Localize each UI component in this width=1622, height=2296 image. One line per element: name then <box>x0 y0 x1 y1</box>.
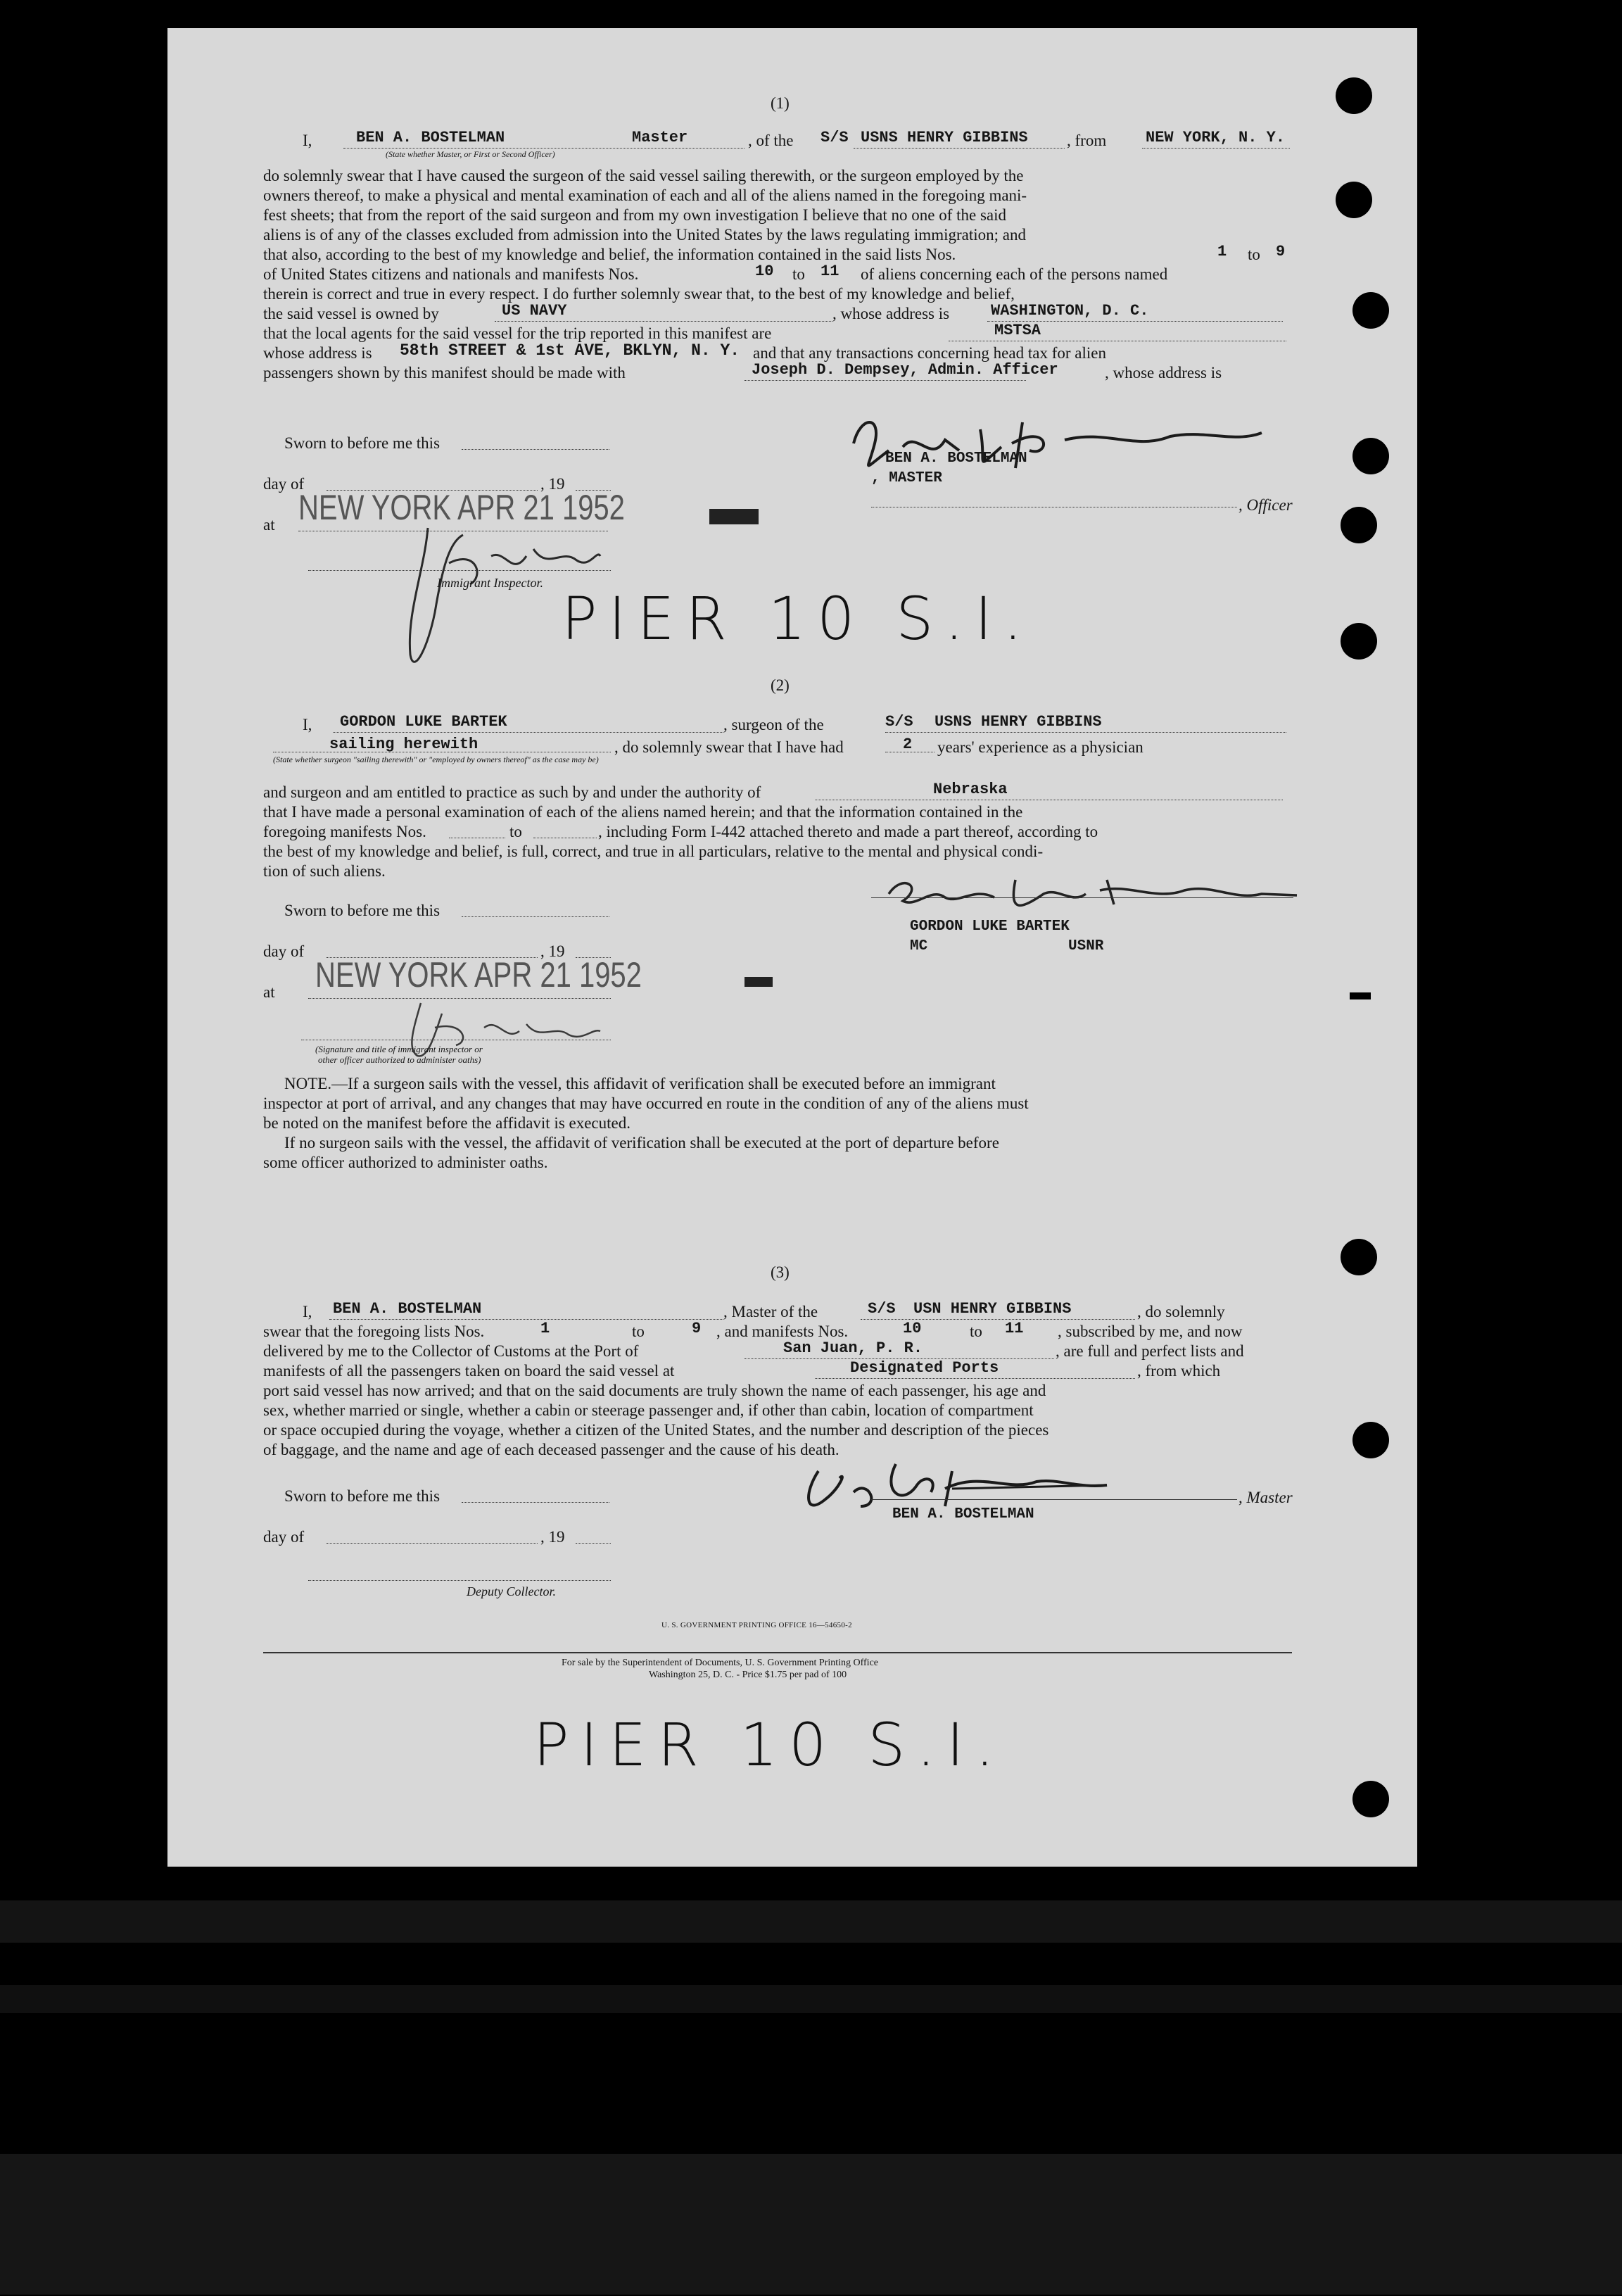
s2-day-of: day of <box>263 942 305 960</box>
s1-owner-address: WASHINGTON, D. C. <box>991 302 1149 320</box>
s1-owner: US NAVY <box>502 302 567 320</box>
s2-inspector-caption-1: (Signature and title of immigrant inspector or <box>315 1044 483 1054</box>
page-mark <box>1350 992 1371 999</box>
s2-signer-usnr: USNR <box>1068 938 1104 954</box>
s1-master-name: BEN A. BOSTELMAN <box>356 129 505 146</box>
footer-line-2: Washington 25, D. C. - Price $1.75 per pad of 100 <box>649 1670 847 1680</box>
s1-to: to <box>1248 246 1260 263</box>
s2-sworn: Sworn to before me this <box>284 902 441 919</box>
s2-signer-name: GORDON LUKE BARTEK <box>910 919 1070 935</box>
s3-signature-line <box>871 1499 1237 1500</box>
s2-signature-line <box>871 897 1293 898</box>
manifest-page <box>167 28 1417 1867</box>
s1-line-6b: of aliens concerning each of the persons named <box>861 265 1168 283</box>
s2-at: at <box>263 983 275 1001</box>
s1-line-10b: and that any transactions concerning head tax for alien <box>753 344 1106 362</box>
s1-i: I, <box>303 132 312 149</box>
s1-line-4: aliens is of any of the classes excluded from admission into the United States by the laws regulating immigration; and <box>263 226 1026 244</box>
s3-master-label: , Master <box>1238 1489 1293 1506</box>
s2-name-line <box>333 732 723 733</box>
footer-rule <box>263 1652 1292 1653</box>
s1-signer-name: BEN A. BOSTELMAN <box>885 450 1027 467</box>
s1-owner-line <box>495 321 832 322</box>
footer-line-1: For sale by the Superintendent of Documents, U. S. Government Printing Office <box>562 1658 878 1668</box>
s2-note-5: some officer authorized to administer oaths. <box>263 1154 548 1171</box>
s1-from: , from <box>1067 132 1107 149</box>
s3-i: I, <box>303 1303 312 1320</box>
section-3-number: (3) <box>771 1263 790 1281</box>
punch-hole <box>1341 1239 1377 1275</box>
s3-deputy-line <box>308 1580 611 1581</box>
ink-blot-2 <box>745 977 773 987</box>
s3-vessel-prefix: S/S <box>868 1300 896 1318</box>
s2-vessel: USNS HENRY GIBBINS <box>934 713 1102 731</box>
s2-note-4: If no surgeon sails with the vessel, the affidavit of verification shall be executed at the port of departure before <box>284 1134 999 1152</box>
s2-surgeon-name: GORDON LUKE BARTEK <box>340 713 507 731</box>
s3-line-4b: , from which <box>1137 1362 1221 1380</box>
s1-lists-to: 9 <box>1276 243 1286 260</box>
s1-sworn-line <box>462 449 609 450</box>
punch-hole <box>1336 182 1372 218</box>
punch-hole <box>1336 77 1372 114</box>
s2-authority: Nebraska <box>933 781 1008 798</box>
s3-line-7: or space occupied during the voyage, whether a citizen of the United States, and the number and description of the pieces <box>263 1421 1049 1439</box>
handwritten-pier-note-1: PIER 10 S.I. <box>562 584 1034 653</box>
s1-day-of: day of <box>263 475 305 493</box>
gpo-line: U. S. GOVERNMENT PRINTING OFFICE 16—54650-2 <box>661 1621 852 1629</box>
s3-sworn-line <box>462 1502 609 1503</box>
s2-note-1: NOTE.—If a surgeon sails with the vessel, this affidavit of verification shall be executed before an immigrant <box>284 1075 996 1092</box>
handwritten-pier-note-2: PIER 10 S.I. <box>533 1710 1006 1779</box>
s2-i: I, <box>303 716 312 733</box>
s1-line-3: fest sheets; that from the report of the said surgeon and from my own investigation I believe that no one of the said <box>263 206 1007 224</box>
s1-from-port: NEW YORK, N. Y. <box>1146 129 1286 146</box>
s2-sailing-caption: (State whether surgeon "sailing therewith" or "employed by owners thereof" as the case may be) <box>273 755 599 764</box>
punch-hole <box>1341 507 1377 543</box>
s3-line-8: of baggage, and the name and age of each deceased passenger and the cause of his death. <box>263 1441 839 1458</box>
s2-line-5a: foregoing manifests Nos. <box>263 823 426 840</box>
s2-line-6: the best of my knowledge and belief, is full, correct, and true in all particulars, relative to the mental and physical condi- <box>263 843 1044 860</box>
s3-lists-to: 9 <box>692 1320 702 1337</box>
s3-vessel-line <box>861 1319 1135 1320</box>
s3-lists-from: 1 <box>540 1320 550 1337</box>
s3-to-2: to <box>970 1323 982 1340</box>
s2-line-3a: and surgeon and am entitled to practice as such by and under the authority of <box>263 783 761 801</box>
s2-year: , 19 <box>540 942 565 960</box>
s3-line-3a: delivered by me to the Collector of Customs at the Port of <box>263 1342 639 1360</box>
s3-name-line <box>329 1319 723 1320</box>
s3-day-line <box>327 1543 538 1544</box>
s2-signer-mc: MC <box>910 938 928 954</box>
s3-sworn: Sworn to before me this <box>284 1487 441 1505</box>
s3-signer-name: BEN A. BOSTELMAN <box>892 1506 1034 1522</box>
s3-master-of: , Master of the <box>723 1303 818 1320</box>
s1-line-5: that also, according to the best of my knowledge and belief, the information contained in the said lists Nos. <box>263 246 956 263</box>
s1-line-10a: whose address is <box>263 344 372 362</box>
s2-line-5-to: to <box>509 823 522 840</box>
s3-line-6: sex, whether married or single, whether a cabin or steerage passenger and, if other than cabin, location of compartment <box>263 1401 1034 1419</box>
s2-vessel-line <box>885 732 1286 733</box>
s2-note-3: be noted on the manifest before the affidavit is executed. <box>263 1114 631 1132</box>
s1-line-11a: passengers shown by this manifest should be made with <box>263 364 626 381</box>
punch-hole <box>1341 623 1377 660</box>
s3-manifests-from: 10 <box>903 1320 922 1337</box>
s2-vessel-prefix: S/S <box>885 713 913 731</box>
s1-at: at <box>263 516 275 534</box>
s1-from-line <box>1142 148 1290 149</box>
s3-year: , 19 <box>540 1528 565 1546</box>
s1-name-line <box>343 148 745 149</box>
s3-manifests-to: 11 <box>1005 1320 1024 1337</box>
punch-hole <box>1352 1422 1389 1458</box>
punch-hole <box>1352 292 1389 329</box>
punch-hole <box>1352 438 1389 474</box>
s3-deputy: Deputy Collector. <box>467 1584 556 1598</box>
s2-line-4: that I have made a personal examination of each of the aliens named herein; and that the information contained in the <box>263 803 1023 821</box>
s2-line-5b: , including Form I-442 attached thereto and made a part thereof, according to <box>598 823 1098 840</box>
s3-day-of: day of <box>263 1528 305 1546</box>
s1-rank: Master <box>632 129 688 146</box>
s2-sailing: sailing herewith <box>329 736 479 753</box>
s3-master-name: BEN A. BOSTELMAN <box>333 1300 482 1318</box>
s3-line-3b: , are full and perfect lists and <box>1056 1342 1244 1360</box>
s1-signer-title: , MASTER <box>871 470 942 486</box>
s1-agents: MSTSA <box>994 322 1041 339</box>
section-1-number: (1) <box>771 94 790 112</box>
s3-line-4a: manifests of all the passengers taken on board the said vessel at <box>263 1362 675 1380</box>
s3-year-line <box>576 1543 611 1544</box>
s2-swear-a: , do solemnly swear that I have had <box>614 738 844 756</box>
captain-signature <box>839 401 1276 479</box>
surgeon-signature <box>875 866 1311 922</box>
s1-to-2: to <box>792 265 805 283</box>
s1-line-2: owners thereof, to make a physical and mental examination of each and all of the aliens named in the foregoing mani- <box>263 187 1027 204</box>
s3-vessel: USN HENRY GIBBINS <box>913 1300 1072 1318</box>
s1-rank-caption: (State whether Master, or First or Second Officer) <box>386 149 555 159</box>
s1-contact-line <box>745 380 1026 381</box>
s2-date-stamp: NEW YORK APR 21 1952 <box>315 956 642 995</box>
s1-of-the: , of the <box>748 132 794 149</box>
s1-inspector-line <box>308 570 611 571</box>
s2-surgeon-of: , surgeon of the <box>723 716 824 733</box>
punch-hole <box>1352 1781 1389 1817</box>
s1-officer: , Officer <box>1238 496 1293 514</box>
s1-vessel: USNS HENRY GIBBINS <box>861 129 1028 146</box>
s2-sworn-line <box>462 916 609 917</box>
s3-line-5: port said vessel has now arrived; and that on the said documents are truly shown the name of each passenger, his age and <box>263 1382 1046 1399</box>
s1-manifests-to: 11 <box>820 263 839 280</box>
s1-lists-from: 1 <box>1217 243 1227 260</box>
s3-to: to <box>632 1323 645 1340</box>
bleed-through <box>287 56 292 77</box>
s3-line-2a: swear that the foregoing lists Nos. <box>263 1323 485 1340</box>
s2-years: 2 <box>903 736 913 753</box>
s1-line-11b: , whose address is <box>1105 364 1222 381</box>
s1-inspector-caption: Immigrant Inspector. <box>437 576 543 590</box>
s3-swear: , do solemnly <box>1137 1303 1225 1320</box>
s1-date-stamp: NEW YORK APR 21 1952 <box>298 488 625 528</box>
s2-inspector-caption-2: other officer authorized to administer oaths) <box>318 1054 481 1065</box>
s3-line-2c: , subscribed by me, and now <box>1058 1323 1243 1340</box>
s3-ports: Designated Ports <box>850 1359 999 1377</box>
s2-note-2: inspector at port of arrival, and any changes that may have occurred en route in the condition of any of the aliens must <box>263 1095 1029 1112</box>
s2-swear-b: years' experience as a physician <box>937 738 1143 756</box>
s1-line-9a: that the local agents for the said vessel for the trip reported in this manifest are <box>263 324 772 342</box>
s1-agent-address: 58th STREET & 1st AVE, BKLYN, N. Y. <box>400 341 740 360</box>
s3-port: San Juan, P. R. <box>783 1339 923 1357</box>
s1-vessel-prefix: S/S <box>820 129 849 146</box>
s2-line-7: tion of such aliens. <box>263 862 386 880</box>
s1-manifests-from: 10 <box>755 263 774 280</box>
s3-line-2b: , and manifests Nos. <box>716 1323 849 1340</box>
s1-vessel-line <box>854 148 1065 149</box>
s1-year: , 19 <box>540 475 565 493</box>
s1-line-6a: of United States citizens and nationals and manifests Nos. <box>263 265 639 283</box>
s1-line-8a: the said vessel is owned by <box>263 305 439 322</box>
s1-sworn: Sworn to before me this <box>284 434 441 452</box>
s3-ports-line <box>815 1378 1135 1379</box>
s1-line-1: do solemnly swear that I have caused the surgeon of the said vessel sailing therewith, or the surgeon employed by the <box>263 167 1024 184</box>
ink-blot <box>709 509 759 524</box>
section-2-number: (2) <box>771 676 790 694</box>
s1-head-tax-contact: Joseph D. Dempsey, Admin. Afficer <box>752 361 1058 379</box>
s1-line-8b: , whose address is <box>832 305 950 322</box>
s1-line-7: therein is correct and true in every respect. I do further solemnly swear that, to the best of my knowledge and belief, <box>263 285 1015 303</box>
